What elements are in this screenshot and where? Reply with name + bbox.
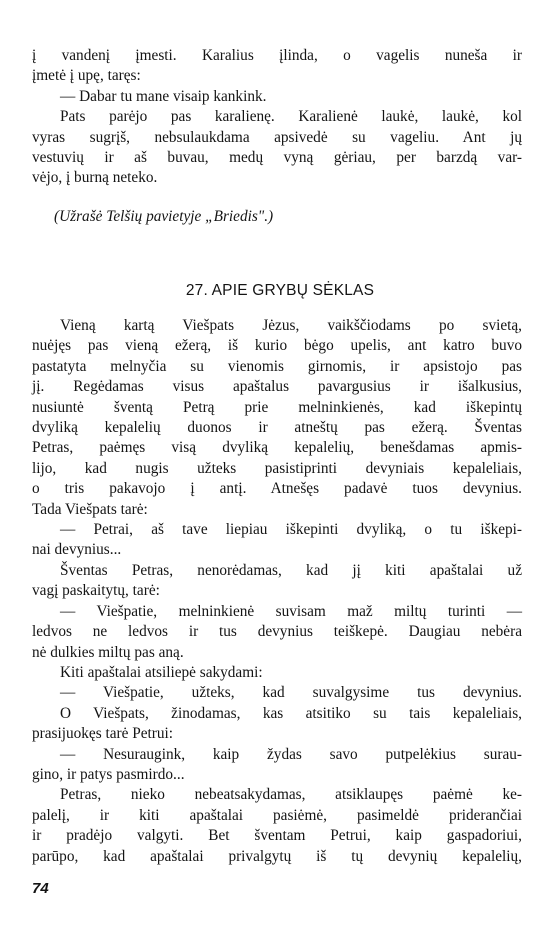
text-line: vagį paskaitytų, tarė: <box>32 582 160 600</box>
text-line: — Dabar tu mane visaip kankink. <box>60 87 267 105</box>
text-line: jį. Regėdamas visus apaštalus pavargusius ir išalkusius, <box>32 378 522 396</box>
text-line: palelį, ir kiti apaštalai pasiėmė, pasimeldė priderančiai <box>32 806 522 824</box>
story-title: 27. APIE GRYBŲ SĖKLAS <box>185 282 375 299</box>
text-line: nusiuntė šventą Petrą prie melninkienės, kad iškepintų <box>32 398 522 416</box>
text-line: — Viešpatie, užteks, kad suvalgysime tus devynius. <box>60 684 522 702</box>
text-line: įmetė į upę, taręs: <box>32 67 141 85</box>
text-line: į vandenį įmesti. Karalius įlinda, o vagelis nuneša ir <box>32 47 522 64</box>
text-line: Petras, nieko nebeatsakydamas, atsiklaupęs paėmė ke- <box>60 786 522 804</box>
text-line: ir pradėjo valgyti. Bet šventam Petrui, kaip gaspadoriui, <box>32 827 522 845</box>
text-line: o tris pakavojo į antį. Atnešęs padavė tuos devynius. <box>32 480 522 498</box>
text-line: nuėjęs pas vieną ežerą, iš kurio bėgo upelis, ant katro buvo <box>32 337 522 355</box>
source-note: (Užrašė Telšių pavietyje „Briedis".) <box>54 208 274 225</box>
text-line: Kiti apaštalai atsiliepė sakydami: <box>60 663 263 681</box>
text-line: prasijuokęs tarė Petrui: <box>32 725 174 743</box>
text-line: — Petrai, aš tave liepiau iškepinti dvyliką, o tu iškepi- <box>60 521 522 539</box>
previous-story-ending <box>32 46 522 189</box>
text-line: Vieną kartą Viešpats Jėzus, vaikščiodams po svietą, <box>60 317 522 334</box>
text-line: nė dulkies miltų pas aną. <box>32 643 184 661</box>
story-body <box>32 316 522 867</box>
text-line: gino, ir patys pasmirdo... <box>32 765 185 783</box>
text-line: lijo, kad nugis užteks pasistiprinti devyniais kepaleliais, <box>32 459 522 477</box>
text-line: — Nesuraugink, kaip žydas savo putpelėkius surau- <box>60 745 522 763</box>
text-line: ledvos ne ledvos ir tus devynius teiškepė. Daugiau nebėra <box>32 623 522 641</box>
text-line: O Viešpats, žinodamas, kas atsitiko su tais kepaleliais, <box>60 704 522 722</box>
text-line: pastatyta melnyčia su vienomis girnomis, ir apsistojo pas <box>32 357 522 375</box>
text-line: — Viešpatie, melninkienė suvisam maž miltų turinti — <box>60 602 522 620</box>
page-number: 74 <box>32 880 49 897</box>
text-line: parūpo, kad apaštalai privalgytų iš tų devynių kepalelių, <box>32 847 522 865</box>
text-line: vėjo, į burną neteko. <box>32 169 158 187</box>
text-line: dvyliką kepalelių duonos ir atneštų pas ežerą. Šventas <box>32 419 522 437</box>
text-line: Šventas Petras, nenorėdamas, kad jį kiti apaštalai už <box>60 561 522 579</box>
text-line: nai devynius... <box>32 541 122 559</box>
text-line: vyras sugrįš, nebsulaukdama apsivedė su vageliu. Ant jų <box>32 128 522 146</box>
text-line: vestuvių ir aš buvau, medų vyną gėriau, per barzdą var- <box>32 149 522 167</box>
text-line: Petras, paėmęs visą dvyliką kepalelių, benešdamas apmis- <box>32 439 522 457</box>
text-line: Tada Viešpats tarė: <box>32 500 148 518</box>
text-line: Pats parėjo pas karalienę. Karalienė laukė, laukė, kol <box>60 108 522 126</box>
